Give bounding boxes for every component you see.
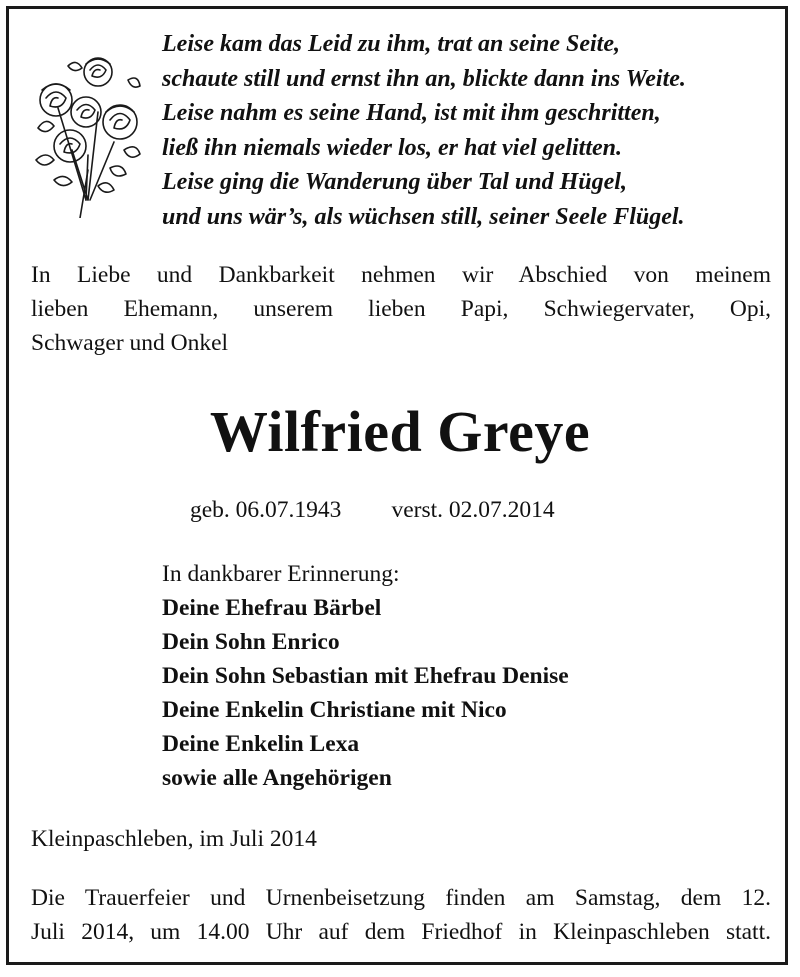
- funeral-notice: [31, 881, 771, 949]
- mourner-entry: Deine Enkelin Lexa: [162, 731, 360, 757]
- poem-line: Leise nahm es seine Hand, ist mit ihm geschritten,: [162, 100, 661, 127]
- poem-line: schaute still und ernst ihn an, blickte dann ins Weite.: [162, 65, 686, 92]
- mourner-entry: Deine Enkelin Christiane mit Nico: [162, 697, 507, 723]
- birth-date: geb. 06.07.1943: [190, 497, 342, 523]
- intro-line: In Liebe und Dankbarkeit nehmen wir Abschied von meinem: [31, 262, 771, 288]
- poem-line: Leise ging die Wanderung über Tal und Hügel,: [162, 169, 627, 196]
- mourner-entry: Deine Ehefrau Bärbel: [162, 595, 382, 621]
- mourner-entry: Dein Sohn Sebastian mit Ehefrau Denise: [162, 663, 569, 689]
- intro-line: Schwager und Onkel: [31, 330, 229, 356]
- poem-line: und uns wär’s, als wüchsen still, seiner Seele Flügel.: [162, 203, 685, 230]
- mourners-list: [162, 557, 569, 795]
- life-dates: [190, 493, 555, 527]
- death-date: verst. 02.07.2014: [391, 497, 555, 523]
- farewell-intro: [31, 258, 771, 360]
- poem-line: Leise kam das Leid zu ihm, trat an seine Seite,: [162, 31, 621, 57]
- place-and-date: Kleinpaschleben, im Juli 2014: [31, 826, 317, 852]
- mourners-heading: In dankbarer Erinnerung:: [162, 561, 400, 587]
- notice-line: Juli 2014, um 14.00 Uhr auf dem Friedhof in Kleinpaschleben statt.: [31, 919, 771, 945]
- poem-line: ließ ihn niemals wieder los, er hat viel gelitten.: [162, 134, 622, 161]
- mourner-entry: Dein Sohn Enrico: [162, 629, 340, 655]
- roses-bouquet-icon: [28, 50, 144, 218]
- intro-line: lieben Ehemann, unserem lieben Papi, Schwiegervater, Opi,: [31, 296, 771, 322]
- memorial-poem: [162, 27, 686, 235]
- mourner-entry: sowie alle Angehörigen: [162, 765, 392, 791]
- deceased-name: Wilfried Greye: [209, 399, 591, 464]
- notice-line: Die Trauerfeier und Urnenbeisetzung finden am Samstag, dem 12.: [31, 885, 771, 911]
